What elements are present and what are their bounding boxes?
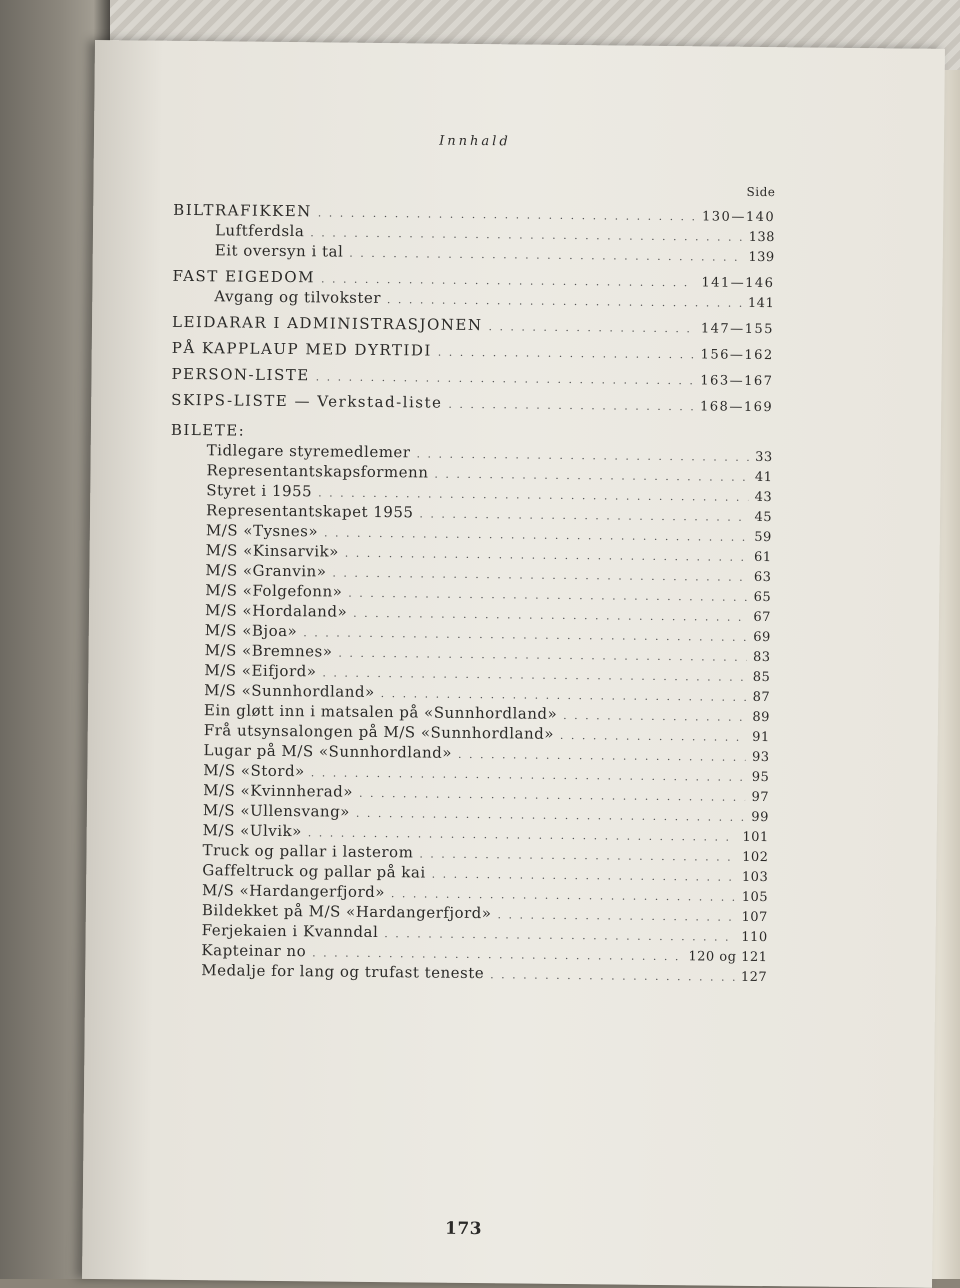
toc-entry-title: Kapteinar no (201, 941, 307, 961)
toc-entry-title: Luftferdsla (214, 221, 305, 241)
toc-entry-title: Frå utsynsalongen på M/S «Sunnhordland» (203, 721, 555, 743)
toc-entry-page: 91 (752, 729, 770, 746)
dot-leader (448, 395, 694, 418)
toc-entry-title: M/S «Folgefonn» (205, 581, 343, 601)
running-head: Innhald (439, 133, 511, 150)
toc-section-entry (172, 312, 774, 338)
toc-entry-page: 105 (741, 889, 769, 906)
dot-leader (316, 367, 695, 391)
toc-entry-page: 61 (753, 549, 772, 566)
dot-leader (560, 726, 746, 748)
dot-leader (488, 317, 695, 339)
toc-entry-page: 156—162 (700, 347, 774, 364)
table-of-contents (165, 131, 776, 1240)
toc-entry-title: Styret i 1955 (206, 481, 313, 501)
toc-entry-title: Representantskapsformenn (206, 461, 429, 482)
toc-entry-page: 102 (742, 849, 769, 866)
toc-entry-page: 110 (741, 929, 768, 946)
toc-entry-page: 89 (752, 709, 771, 726)
bilete-heading-text: BILETE: (170, 420, 246, 440)
toc-entry-title: FAST EIGEDOM (172, 266, 316, 287)
book-page (82, 40, 945, 1288)
toc-entry-page: 141 (747, 295, 775, 312)
toc-entry-page: 163—167 (700, 373, 774, 390)
toc-entry-title: Lugar på M/S «Sunnhordland» (203, 741, 453, 762)
toc-entry-title: PERSON-LISTE (171, 364, 310, 385)
toc-entry-page: 130—140 (701, 209, 776, 226)
toc-entry-title: M/S «Kinsarvik» (205, 541, 339, 561)
toc-entry-page: 120 og 121 (688, 949, 768, 966)
toc-entry-title: M/S «Ullensvang» (202, 801, 350, 821)
toc-entry-title: Gaffeltruck og pallar på kai (202, 861, 426, 882)
toc-entry-page: 83 (752, 649, 771, 666)
toc-section-entry (171, 390, 773, 416)
toc-entry-page: 139 (748, 249, 775, 266)
dot-leader (490, 965, 735, 988)
toc-entry-title: M/S «Stord» (203, 761, 305, 781)
toc-entry-title: M/S «Eifjord» (204, 661, 317, 681)
toc-entry-title: SKIPS-LISTE — Verkstad-liste (171, 390, 443, 412)
toc-entry-title: M/S «Granvin» (205, 561, 327, 581)
toc-entry-page: 147—155 (700, 321, 775, 338)
toc-entry-page: 59 (754, 529, 772, 546)
toc-entry-title: Tidlegare styremedlemer (206, 441, 411, 462)
page-column-label: Side (746, 184, 776, 200)
toc-entry-title: M/S «Kvinnherad» (203, 781, 354, 801)
toc-entry-title: BILTRAFIKKEN (173, 200, 312, 221)
dot-leader (387, 290, 742, 314)
toc-section-entry (171, 364, 773, 390)
main-entries (171, 200, 775, 416)
toc-entry-title: Bildekket på M/S «Hardangerfjord» (201, 901, 492, 923)
dot-leader (563, 706, 746, 728)
toc-entry-page: 93 (751, 749, 770, 766)
dot-leader (497, 905, 735, 927)
toc-entry-page: 67 (753, 609, 772, 626)
toc-entry-page: 69 (753, 629, 771, 646)
toc-entry-page: 141—146 (701, 275, 775, 292)
toc-entry-page: 63 (753, 569, 772, 586)
toc-entry-title: M/S «Hordaland» (204, 601, 348, 621)
bilete-list (165, 440, 773, 986)
page-number: 173 (444, 1218, 483, 1240)
dot-leader (349, 244, 742, 268)
toc-entry-page: 85 (752, 669, 771, 686)
toc-section-entry (172, 338, 774, 364)
toc-entry-page: 95 (751, 769, 770, 786)
toc-entry-page: 107 (741, 909, 768, 926)
toc-entry-title: Representantskapet 1955 (205, 501, 414, 522)
toc-entry-title: M/S «Bremnes» (204, 641, 333, 661)
toc-entry-title: Ferjekaien i Kvanndal (201, 921, 379, 942)
toc-entry-page: 138 (748, 229, 776, 246)
toc-entry-title: Medalje for lang og trufast teneste (201, 961, 485, 983)
toc-entry-page: 127 (740, 969, 768, 986)
toc-entry-page: 103 (741, 869, 769, 886)
toc-entry-title: PÅ KAPPLAUP MED DYRTIDI (171, 338, 432, 360)
bilete-section (165, 420, 773, 986)
toc-entry-title: M/S «Sunnhordland» (204, 681, 375, 701)
toc-entry-page: 43 (754, 489, 773, 506)
toc-entry-page: 33 (755, 449, 773, 466)
toc-entry-title: M/S «Ulvik» (202, 821, 302, 841)
toc-entry-title: Avgang og tilvokster (214, 287, 382, 308)
toc-entry-page: 101 (742, 829, 769, 846)
toc-entry-page: 97 (751, 789, 770, 806)
toc-entry-title: Ein gløtt inn i matsalen på «Sunnhordland» (203, 701, 558, 723)
toc-entry-page: 65 (753, 589, 772, 606)
toc-entry-title: M/S «Bjoa» (204, 621, 298, 641)
toc-entry-title: Truck og pallar i lasterom (202, 841, 414, 862)
toc-entry-title: Eit oversyn i tal (214, 241, 344, 261)
toc-entry-title: LEIDARAR I ADMINISTRASJONEN (171, 312, 483, 335)
toc-entry-page: 87 (752, 689, 771, 706)
toc-entry-page: 99 (751, 809, 769, 826)
toc-entry-page: 41 (754, 469, 773, 486)
dot-leader (438, 343, 695, 366)
toc-entry-title: M/S «Hardangerfjord» (202, 881, 386, 902)
toc-entry-page: 168—169 (699, 399, 774, 416)
toc-entry-page: 45 (754, 509, 773, 526)
toc-entry-title: M/S «Tysnes» (205, 521, 319, 541)
